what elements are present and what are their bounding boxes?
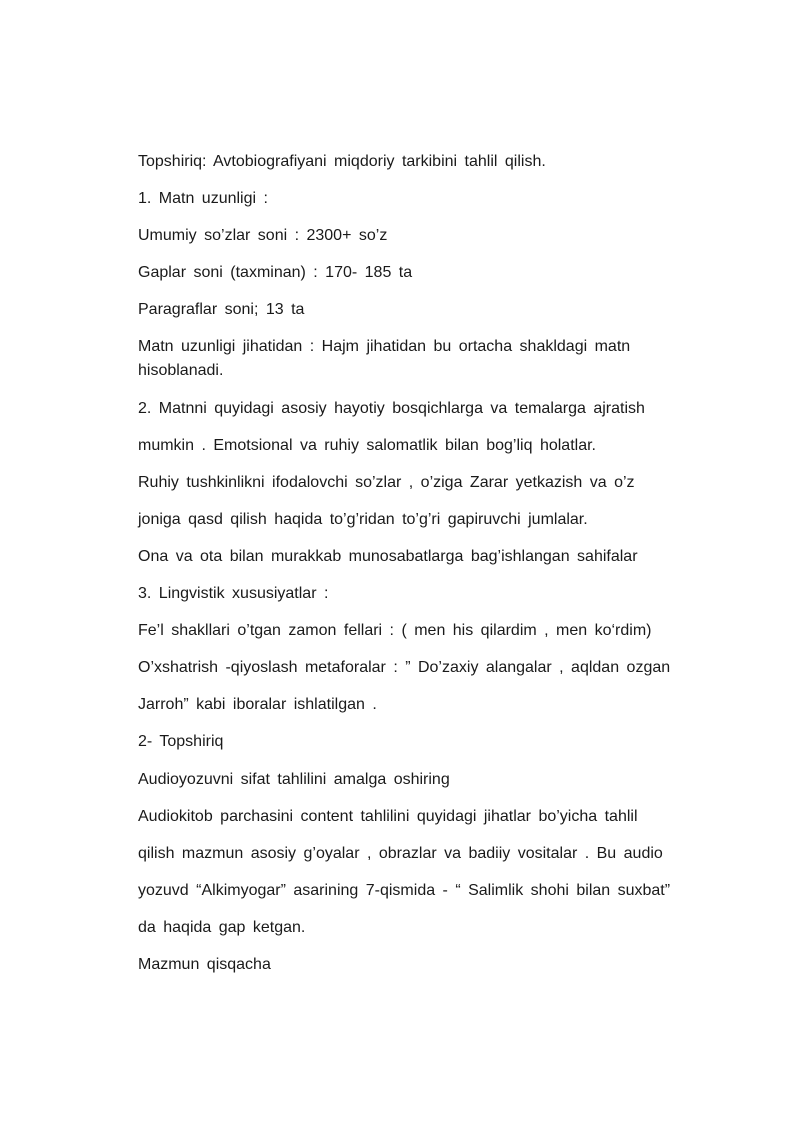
text-line: Audioyozuvni sifat tahlilini amalga oshiring <box>138 770 450 788</box>
section-heading: 2. Matnni quyidagi asosiy hayotiy bosqichlarga va temalarga ajratish <box>138 399 645 417</box>
text-line: Ona va ota bilan murakkab munosabatlarga bag’ishlangan sahifalar <box>138 547 638 565</box>
text-line: Ruhiy tushkinlikni ifodalovchi so’zlar , o’ziga Zarar yetkazish va o’z <box>138 473 635 491</box>
text-line: mumkin . Emotsional va ruhiy salomatlik bilan bog’liq holatlar. <box>138 436 596 454</box>
text-line: Jarroh” kabi iboralar ishlatilgan . <box>138 696 377 714</box>
text-line: yozuvd “Alkimyogar” asarining 7-qismida - “ Salimlik shohi bilan suxbat” <box>138 881 671 899</box>
text-line: joniga qasd qilish haqida to’g’ridan to’g’ri gapiruvchi jumlalar. <box>138 510 588 528</box>
task-title: Topshiriq: Avtobiografiyani miqdoriy tarkibini tahlil qilish. <box>138 153 546 170</box>
text-line: da haqida gap ketgan. <box>138 918 306 936</box>
task-heading: 2- Topshiriq <box>138 733 224 751</box>
section-heading: 1. Matn uzunligi : <box>138 190 268 208</box>
text-line: Audiokitob parchasini content tahlilini quyidagi jihatlar bo’yicha tahlil <box>138 807 638 825</box>
text-line: Matn uzunligi jihatidan : Hajm jihatidan bu ortacha shakldagi matn <box>138 338 631 356</box>
text-line: O’xshatrish -qiyoslash metaforalar : ” Do’zaxiy alangalar , aqldan ozgan <box>138 659 671 677</box>
document-body <box>138 150 738 990</box>
text-line: Gaplar soni (taxminan) : 170- 185 ta <box>138 264 413 282</box>
text-line: qilish mazmun asosiy g’oyalar , obrazlar va badiiy vositalar . Bu audio <box>138 844 663 862</box>
text-line: Fe’l shakllari o’tgan zamon fellari : ( men his qilardim , men ko‘rdim) <box>138 622 652 640</box>
text-line: Mazmun qisqacha <box>138 955 271 973</box>
text-line: Paragraflar soni; 13 ta <box>138 301 305 319</box>
text-line: Umumiy so’zlar soni : 2300+ so’z <box>138 227 388 245</box>
text-line: hisoblanadi. <box>138 362 224 380</box>
section-heading: 3. Lingvistik xususiyatlar : <box>138 585 329 603</box>
